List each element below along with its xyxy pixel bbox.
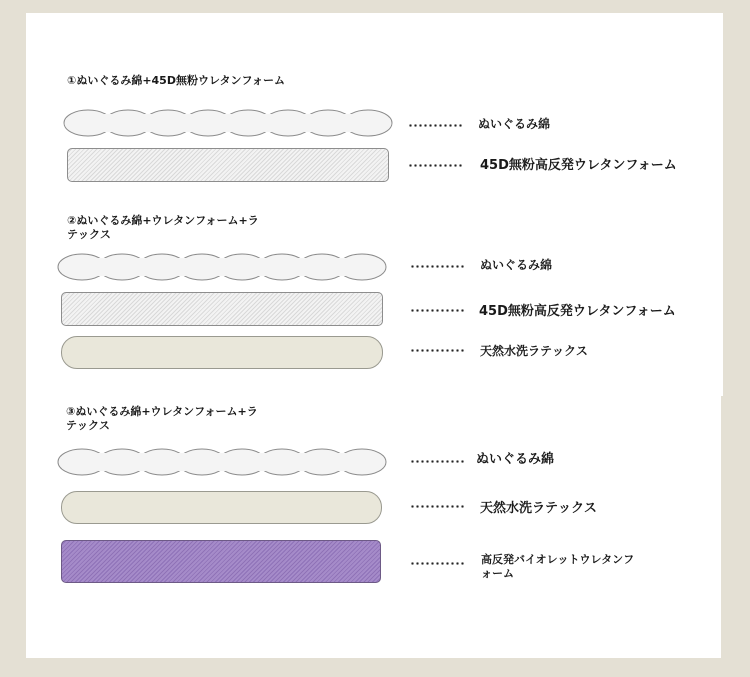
section-3-latex-layer (61, 491, 382, 524)
section-3-cotton-leader (410, 460, 465, 463)
section-3-violet-foam-label: 高反発バイオレットウレタンフ ォーム (481, 553, 635, 580)
section-3-cotton-layer (61, 447, 383, 477)
section-2-cotton-layer (61, 252, 383, 282)
section-2-foam-label: 45D無粉高反発ウレタンフォーム (479, 304, 676, 319)
section-2-latex-label: 天然水洗ラテックス (480, 344, 588, 358)
section-3-cotton-label: ぬいぐるみ綿 (476, 452, 555, 467)
section-1-cotton-label: ぬいぐるみ綿 (478, 117, 551, 131)
section-2-cotton-label: ぬいぐるみ綿 (480, 258, 553, 272)
section-3-latex-leader (410, 505, 465, 508)
section-2-foam-layer (61, 292, 383, 326)
cotton-fill (87, 114, 367, 132)
bottom-panel (26, 396, 721, 658)
cotton-fill (81, 258, 361, 276)
section-2-foam-leader (410, 309, 465, 312)
section-2-title: ②ぬいぐるみ綿+ウレタンフォーム+ラ テックス (67, 214, 259, 241)
section-2-latex-leader (410, 349, 465, 352)
section-1-foam-leader (408, 164, 463, 167)
section-2-latex-layer (61, 336, 383, 369)
cotton-fill (81, 453, 361, 471)
section-1-cotton-layer (67, 108, 389, 138)
section-3-title: ③ぬいぐるみ綿+ウレタンフォーム+ラ テックス (66, 405, 258, 432)
section-1-foam-label: 45D無粉高反発ウレタンフォーム (480, 158, 677, 173)
section-1-cotton-leader (408, 124, 463, 127)
section-1-foam-layer (67, 148, 389, 182)
section-3-violet-foam-layer (61, 540, 381, 583)
section-1-title: ①ぬいぐるみ綿+45D無粉ウレタンフォーム (67, 74, 285, 87)
section-2-cotton-leader (410, 265, 465, 268)
section-3-violet-foam-leader (410, 562, 465, 565)
section-3-latex-label: 天然水洗ラテックス (480, 501, 597, 516)
